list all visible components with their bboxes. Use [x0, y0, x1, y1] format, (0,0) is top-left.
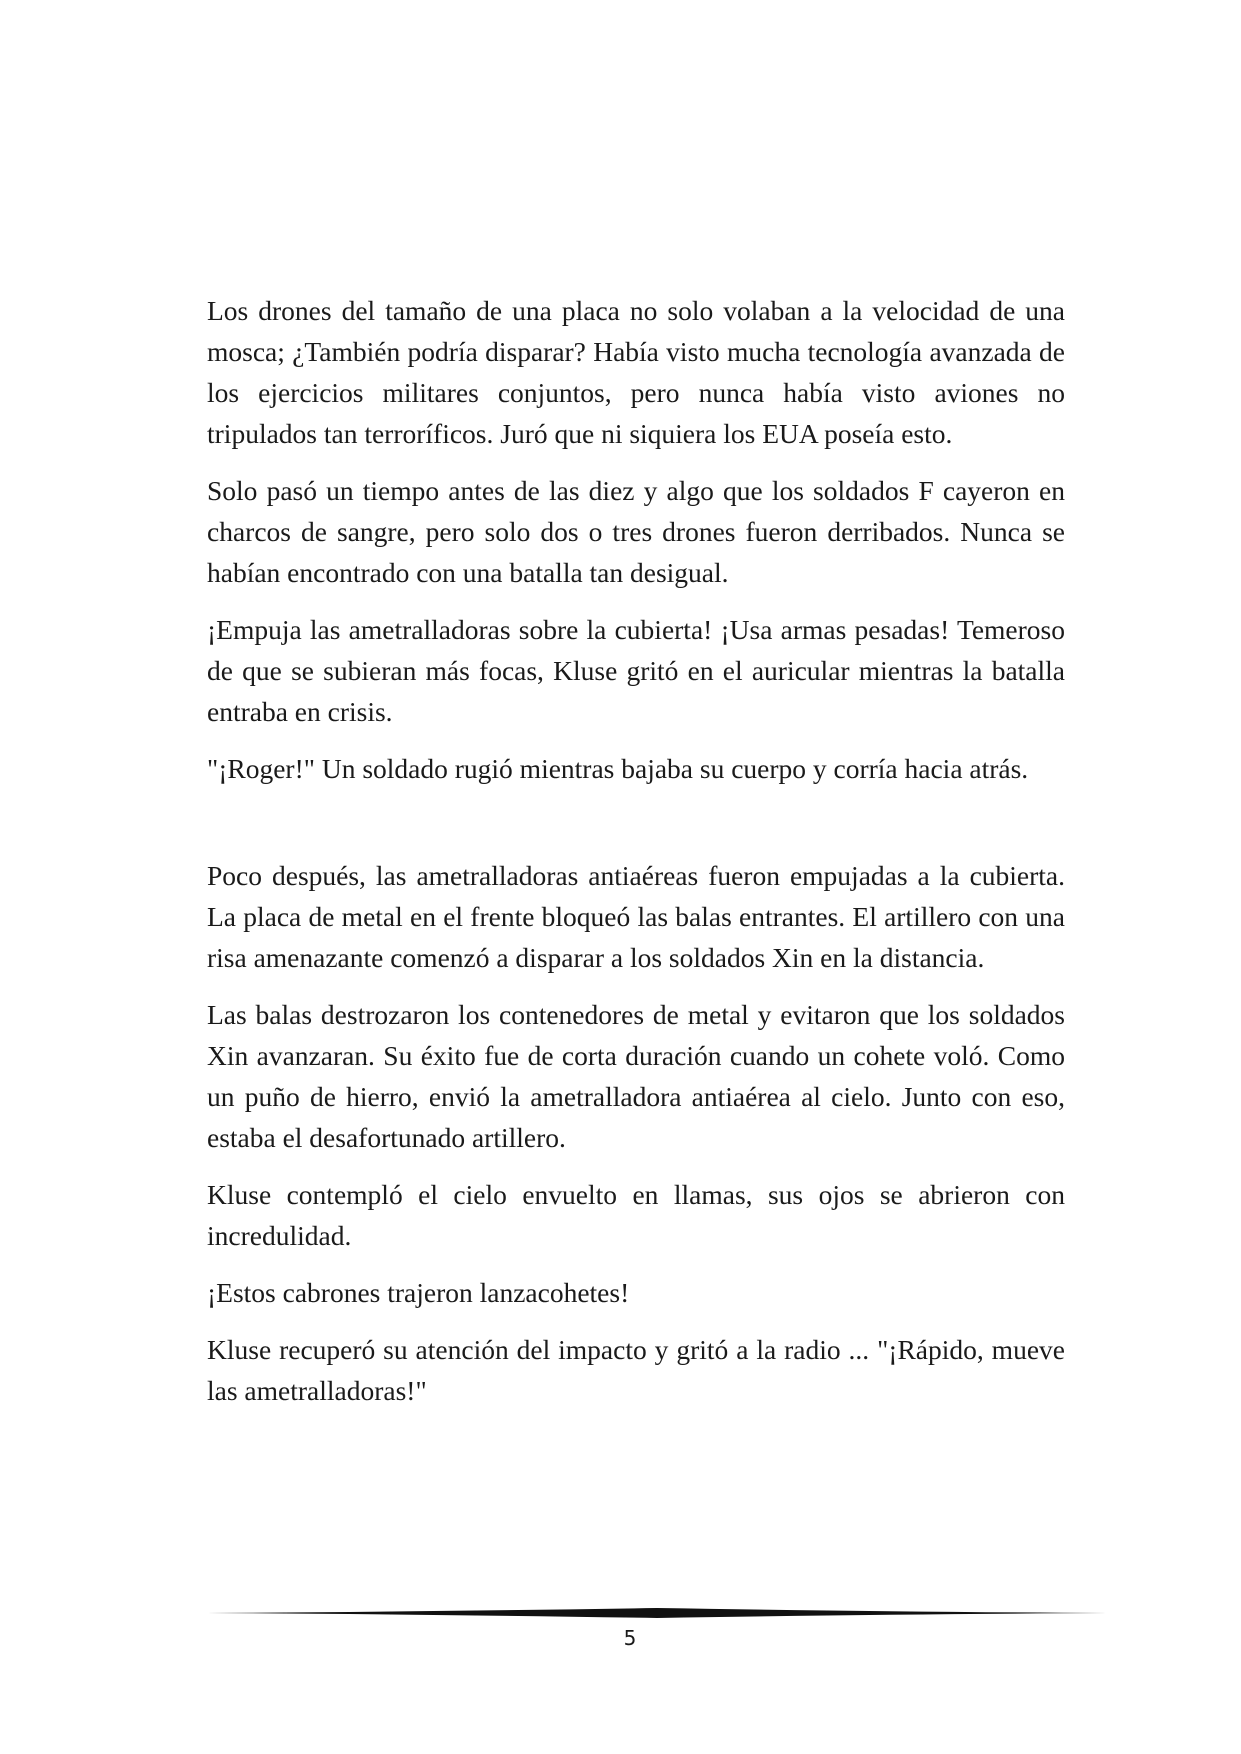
paragraph: ¡Estos cabrones trajeron lanzacohetes!	[207, 1277, 630, 1308]
paragraph: Poco después, las ametralladoras antiaéreas fueron empujadas a la cubierta. La placa de metal en el frente bloqueó las balas entrantes. El artillero con una risa amenazante comenzó a disparar a los soldados Xin en la distancia.	[207, 860, 1065, 973]
paragraph: Kluse recuperó su atención del impacto y gritó a la radio ... "¡Rápido, mueve las ametralladoras!"	[207, 1334, 1065, 1406]
footer-divider	[207, 1606, 1107, 1620]
paragraph: "¡Roger!" Un soldado rugió mientras bajaba su cuerpo y corría hacia atrás.	[207, 753, 1029, 784]
paragraph: Solo pasó un tiempo antes de las diez y algo que los soldados F cayeron en charcos de sangre, pero solo dos o tres drones fueron derribados. Nunca se habían encontrado con una batalla tan desigual.	[207, 475, 1065, 588]
page-number: 5	[623, 1626, 637, 1650]
paragraph: ¡Empuja las ametralladoras sobre la cubierta! ¡Usa armas pesadas! Temeroso de que se subieran más focas, Kluse gritó en el auricular mientras la batalla entraba en crisis.	[207, 614, 1065, 727]
body-text	[207, 290, 1065, 1427]
paragraph: Las balas destrozaron los contenedores de metal y evitaron que los soldados Xin avanzaran. Su éxito fue de corta duración cuando un cohete voló. Como un puño de hierro, envió la ametralladora antiaérea al cielo. Junto con eso, estaba el desafortunado artillero.	[207, 999, 1065, 1153]
paragraph: Kluse contempló el cielo envuelto en llamas, sus ojos se abrieron con incredulidad.	[207, 1179, 1065, 1251]
paragraph: Los drones del tamaño de una placa no solo volaban a la velocidad de una mosca; ¿También podría disparar? Había visto mucha tecnología avanzada de los ejercicios militares conjuntos, pero nunca había visto aviones no tripulados tan terroríficos. Juró que ni siquiera los EUA poseía esto.	[207, 295, 1065, 449]
